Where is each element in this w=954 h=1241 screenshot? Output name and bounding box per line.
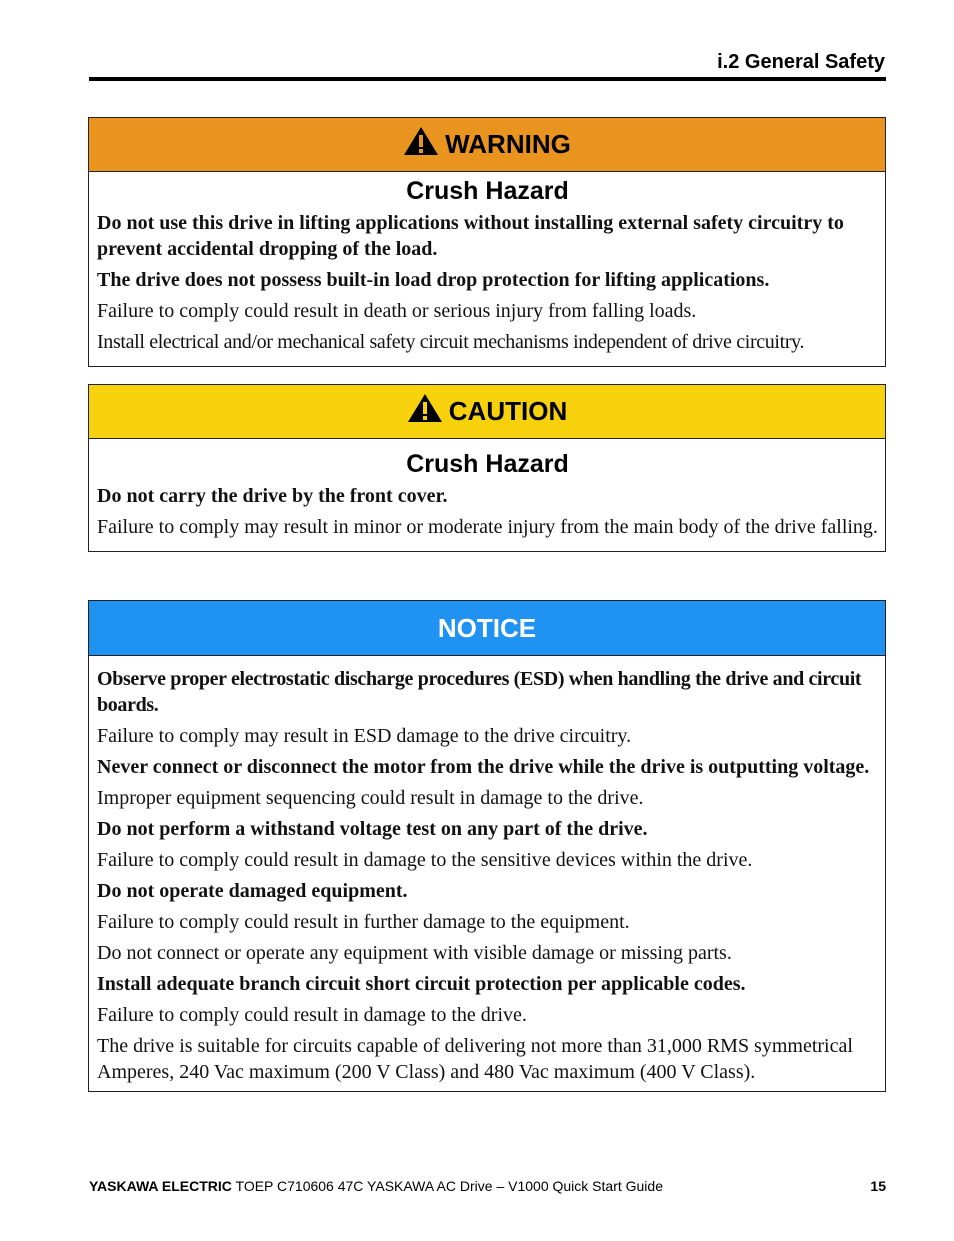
caution-label: CAUTION [448, 396, 568, 426]
notice-box [88, 600, 886, 1092]
notice-paragraph: Improper equipment sequencing could result in damage to the drive. [97, 787, 644, 809]
notice-paragraph: Failure to comply could result in damage to the sensitive devices within the drive. [97, 849, 753, 871]
caution-hazard-title: Crush Hazard [406, 450, 569, 478]
notice-paragraph: Observe proper electrostatic discharge procedures (ESD) when handling the drive and circuit boards. [97, 668, 862, 716]
warning-triangle-icon [403, 126, 439, 163]
caution-box [88, 384, 886, 552]
notice-paragraph: Failure to comply could result in further damage to the equipment. [97, 911, 630, 933]
notice-paragraph: Install adequate branch circuit short circuit protection per applicable codes. [97, 973, 746, 995]
notice-paragraph: Do not connect or operate any equipment with visible damage or missing parts. [97, 942, 732, 964]
caution-paragraph: Do not carry the drive by the front cover. [97, 485, 448, 507]
warning-paragraph: Install electrical and/or mechanical safety circuit mechanisms independent of drive circuitry. [97, 331, 805, 353]
notice-paragraph: Do not perform a withstand voltage test on any part of the drive. [97, 818, 648, 840]
header-rule [89, 77, 886, 81]
caution-paragraph: Failure to comply may result in minor or moderate injury from the main body of the drive falling. [97, 516, 878, 538]
warning-paragraph: Failure to comply could result in death or serious injury from falling loads. [97, 300, 697, 322]
warning-label: WARNING [445, 129, 571, 159]
page-footer [89, 1178, 886, 1194]
notice-banner [89, 601, 885, 656]
caution-triangle-icon [407, 393, 443, 430]
warning-paragraph: Do not use this drive in lifting applications without installing external safety circuitry to prevent accidental dropping of the load. [97, 212, 844, 260]
notice-paragraph: Never connect or disconnect the motor from the drive while the drive is outputting voltage. [97, 756, 870, 778]
notice-paragraph: Do not operate damaged equipment. [97, 880, 408, 902]
notice-paragraph: Failure to comply may result in ESD damage to the drive circuitry. [97, 725, 632, 747]
warning-banner [89, 118, 885, 172]
warning-box [88, 117, 886, 367]
page-number: 15 [870, 1178, 886, 1194]
notice-paragraph: Failure to comply could result in damage to the drive. [97, 1004, 527, 1026]
caution-banner [89, 385, 885, 439]
notice-paragraph: The drive is suitable for circuits capable of delivering not more than 31,000 RMS symmetrical Amperes, 240 Vac maximum (200 V Class) and 480 Vac maximum (400 V Class). [97, 1035, 853, 1083]
warning-paragraph: The drive does not possess built-in load drop protection for lifting applications. [97, 269, 770, 291]
footer-doc-info: TOEP C710606 47C YASKAWA AC Drive – V1000 Quick Start Guide [235, 1178, 663, 1194]
section-title: i.2 General Safety [717, 51, 885, 73]
warning-hazard-title: Crush Hazard [406, 177, 569, 205]
footer-brand: YASKAWA ELECTRIC [89, 1178, 232, 1194]
notice-label: NOTICE [437, 612, 537, 643]
